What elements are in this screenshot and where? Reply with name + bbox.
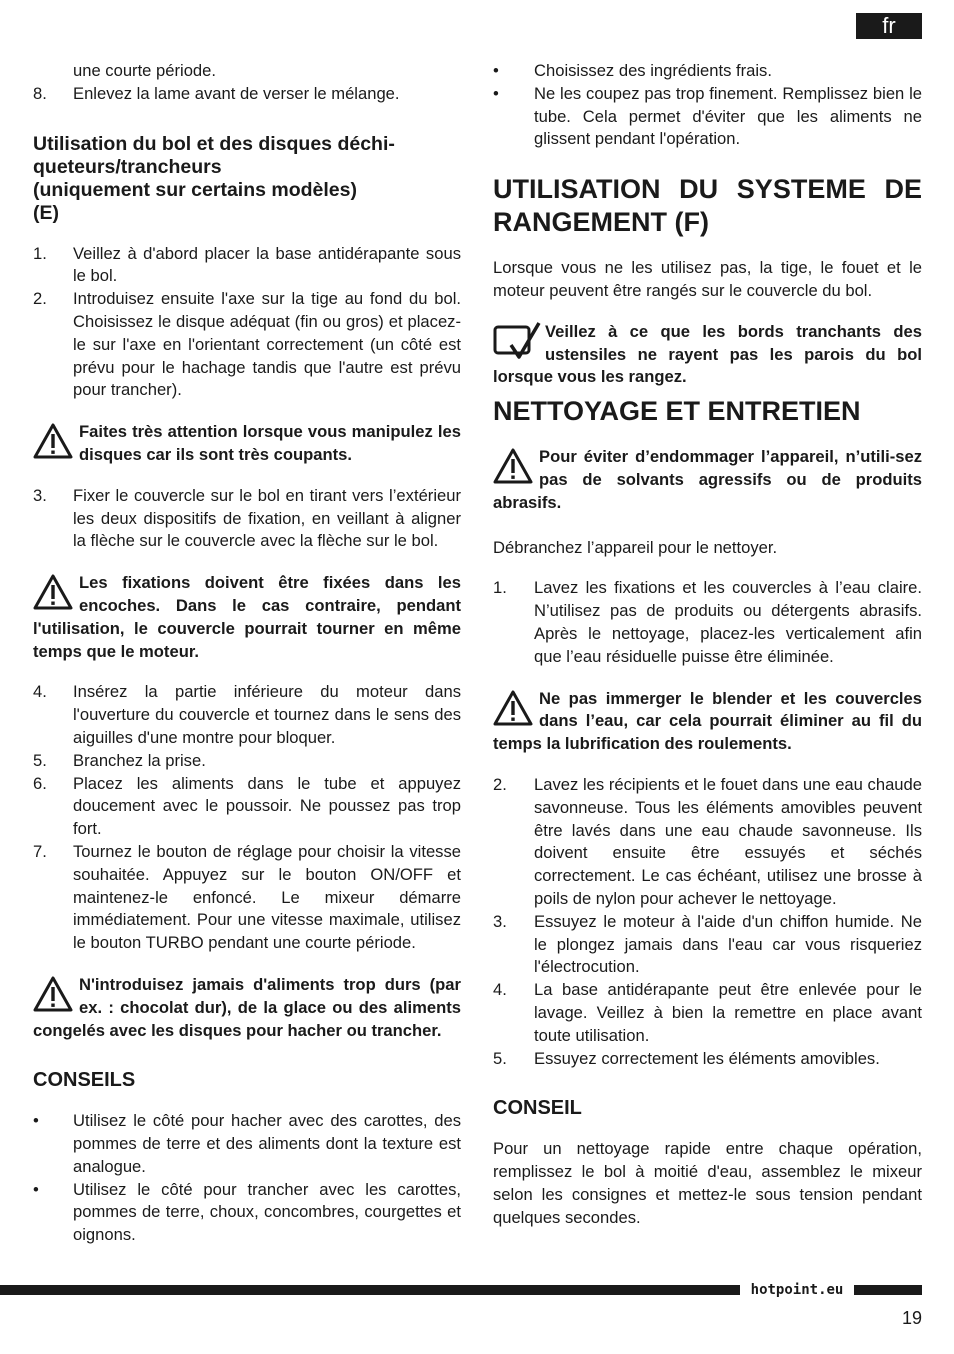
list-item bbox=[493, 1048, 922, 1071]
footer-rule-right bbox=[854, 1285, 922, 1295]
item-number: 4. bbox=[33, 682, 47, 702]
item-text: Essuyez le moteur à l'aide d'un chiffon humide. Ne le plongez jamais dans l'eau car vous risqueriez l'électrocution. bbox=[534, 911, 922, 977]
item-number: 4. bbox=[493, 980, 507, 1000]
list-item bbox=[493, 911, 922, 979]
item-text: Utilisez le côté pour trancher avec les carottes, pommes de terre, choux, concombres, courgettes et oignons. bbox=[73, 1179, 461, 1245]
continuation-text: une courte période. bbox=[73, 61, 216, 80]
item-number: 5. bbox=[493, 1048, 507, 1068]
tip-heading: CONSEIL bbox=[493, 1097, 582, 1120]
warning-box bbox=[33, 572, 461, 663]
item-text: Essuyez correctement les éléments amovibles. bbox=[534, 1048, 880, 1068]
list-item bbox=[33, 1110, 461, 1178]
section-heading-cleaning: NETTOYAGE ET ENTRETIEN bbox=[493, 396, 861, 427]
bullet: • bbox=[493, 83, 499, 103]
warning-triangle-icon bbox=[33, 976, 73, 1012]
tips-list-continued bbox=[493, 60, 922, 151]
unplug-text: Débranchez l’appareil pour le nettoyer. bbox=[493, 537, 778, 557]
language-tab: fr bbox=[856, 13, 922, 39]
warning-box bbox=[33, 421, 461, 467]
tips-list bbox=[33, 1110, 461, 1247]
item-text: Branchez la prise. bbox=[73, 750, 206, 770]
list-item bbox=[33, 1179, 461, 1247]
list-item bbox=[33, 243, 461, 289]
item-number: 1. bbox=[33, 243, 47, 263]
item-text: Fixer le couvercle sur le bol en tirant vers l’extérieur les deux dispositifs de fixation, en veillant à aligner la flèche sur le couvercle avec la flèche sur le bol. bbox=[73, 485, 461, 551]
tips-heading: CONSEILS bbox=[33, 1069, 136, 1092]
warning-triangle-icon bbox=[493, 690, 533, 726]
list-item bbox=[33, 681, 461, 749]
checkbox-tick-icon bbox=[493, 321, 541, 361]
warning-text: Ne pas immerger le blender et les couvercles dans l’eau, car cela pourrait éliminer au fil du temps la lubrification des roulements. bbox=[493, 688, 922, 754]
item-text: Tournez le bouton de réglage pour choisir la vitesse souhaitée. Appuyez sur le bouton ON/OFF et maintenez-le enfoncé. Le mixeur démarre immédiatement. Pour une vitesse maximale, utilisez le bouton TURBO pendant une courte période. bbox=[73, 841, 461, 953]
item-text: La base antidérapante peut être enlevée pour le lavage. Veillez à bien la remettre en place avant toute utilisation. bbox=[534, 980, 922, 1045]
item-text: Lavez les récipients et le fouet dans une eau chaude savonneuse. Tous les éléments amovibles peuvent être lavés dans une eau chaude savonneuse. Ils doivent ensuite être essuyés et séchés correctement. Le cas échéant, utilisez une brosse à poils de nylon pour achever le nettoyage. bbox=[534, 774, 922, 908]
item-text: Choisissez des ingrédients frais. bbox=[534, 61, 772, 80]
list-item bbox=[493, 979, 922, 1047]
item-text: Enlevez la lame avant de verser le mélange. bbox=[73, 83, 400, 103]
item-number: 3. bbox=[493, 911, 507, 931]
bullet: • bbox=[493, 61, 499, 80]
item-number: 8. bbox=[33, 83, 47, 103]
section-heading-discs bbox=[33, 133, 461, 225]
warning-text: Faites très attention lorsque vous manipulez les disques car ils sont très coupants. bbox=[79, 422, 461, 464]
item-text: Ne les coupez pas trop finement. Remplissez bien le tube. Cela permet d'éviter que les aliments ne glissent pendant l'opération. bbox=[534, 83, 922, 149]
item-number: 1. bbox=[493, 578, 507, 598]
warning-box bbox=[493, 688, 922, 756]
steps-list-b bbox=[33, 485, 461, 553]
warning-box bbox=[493, 446, 922, 514]
list-item bbox=[33, 83, 461, 106]
heading-line: Utilisation du bol et des disques déchi- bbox=[33, 132, 395, 155]
storage-text: Lorsque vous ne les utilisez pas, la tige, le fouet et le moteur peuvent être rangés sur le couvercle du bol. bbox=[493, 258, 922, 300]
left-column bbox=[33, 60, 461, 1247]
section-heading-storage: UTILISATION DU SYSTEME DE RANGEMENT (F) bbox=[493, 174, 922, 238]
warning-triangle-icon bbox=[33, 423, 73, 459]
bullet: • bbox=[33, 1111, 39, 1131]
list-item bbox=[33, 485, 461, 553]
item-text: Utilisez le côté pour hacher avec des carottes, des pommes de terre et des aliments dont la texture est analogue. bbox=[73, 1111, 461, 1176]
footer-site-logo: hotpoint.eu bbox=[750, 1282, 844, 1298]
bullet: • bbox=[33, 1179, 39, 1199]
warning-text: Pour éviter d’endommager l’appareil, n’utili-sez pas de solvants agressifs ou de produits abrasifs. bbox=[493, 447, 922, 512]
footer-rule-left bbox=[0, 1285, 740, 1295]
note-box bbox=[493, 321, 922, 389]
heading-line: (E) bbox=[33, 201, 59, 224]
cleaning-steps-b bbox=[493, 774, 922, 1070]
item-number: 2. bbox=[33, 289, 47, 309]
right-column bbox=[493, 60, 922, 1229]
list-item bbox=[493, 83, 922, 151]
warning-text: Les fixations doivent être fixées dans les encoches. Dans le cas contraire, pendant l'utilisation, le couvercle pourrait tourner en même temps que le moteur. bbox=[33, 573, 461, 661]
item-number: 2. bbox=[493, 774, 507, 794]
list-item bbox=[493, 774, 922, 911]
list-item bbox=[493, 577, 922, 668]
tip-text: Pour un nettoyage rapide entre chaque opération, remplissez le bol à moitié d'eau, assemblez le mixeur selon les consignes et mettez-le sous tension pendant quelques secondes. bbox=[493, 1139, 922, 1227]
page-number: 19 bbox=[901, 1308, 922, 1328]
warning-text: N'introduisez jamais d'aliments trop durs (par ex. : chocolat dur), de la glace ou des aliments congelés avec les disques pour hacher ou trancher. bbox=[33, 974, 461, 1040]
list-item bbox=[33, 750, 461, 773]
heading-line: (uniquement sur certains modèles) bbox=[33, 178, 357, 201]
item-text: Veillez à d'abord placer la base antidérapante sous le bol. bbox=[73, 243, 461, 286]
item-text: Lavez les fixations et les couvercles à l’eau claire. N’utilisez pas de produits ou détergents abrasifs. Après le nettoyage, placez-les verticalement afin que l’eau résiduelle puisse être éliminée. bbox=[534, 578, 922, 666]
cleaning-steps-a bbox=[493, 577, 922, 668]
note-text: Veillez à ce que les bords tranchants des ustensiles ne rayent pas les parois du bol lorsque vous les rangez. bbox=[493, 321, 922, 387]
steps-list-c bbox=[33, 681, 461, 955]
warning-triangle-icon bbox=[493, 448, 533, 484]
item-text: Insérez la partie inférieure du moteur dans l'ouverture du couvercle et tournez dans le sens des aiguilles d'une montre pour bloquer. bbox=[73, 682, 461, 747]
list-item bbox=[33, 773, 461, 841]
item-number: 3. bbox=[33, 485, 47, 505]
item-number: 7. bbox=[33, 841, 47, 861]
item-number: 5. bbox=[33, 750, 47, 770]
list-item bbox=[33, 841, 461, 955]
item-number: 6. bbox=[33, 773, 47, 793]
list-item bbox=[493, 60, 922, 83]
warning-triangle-icon bbox=[33, 574, 73, 610]
warning-box bbox=[33, 974, 461, 1042]
heading-line: queteurs/trancheurs bbox=[33, 155, 222, 178]
list-item bbox=[33, 288, 461, 402]
continuation-list bbox=[33, 83, 461, 106]
item-text: Placez les aliments dans le tube et appuyez doucement avec le poussoir. Ne poussez pas trop fort. bbox=[73, 773, 461, 839]
item-text: Introduisez ensuite l'axe sur la tige au fond du bol. Choisissez le disque adéquat (fin ou gros) et placez-le sur l'axe en l'orientant correctement (un côté est prévu pour le hachage tandis que l'autre est prévu pour trancher). bbox=[73, 289, 461, 400]
steps-list-a bbox=[33, 243, 461, 403]
